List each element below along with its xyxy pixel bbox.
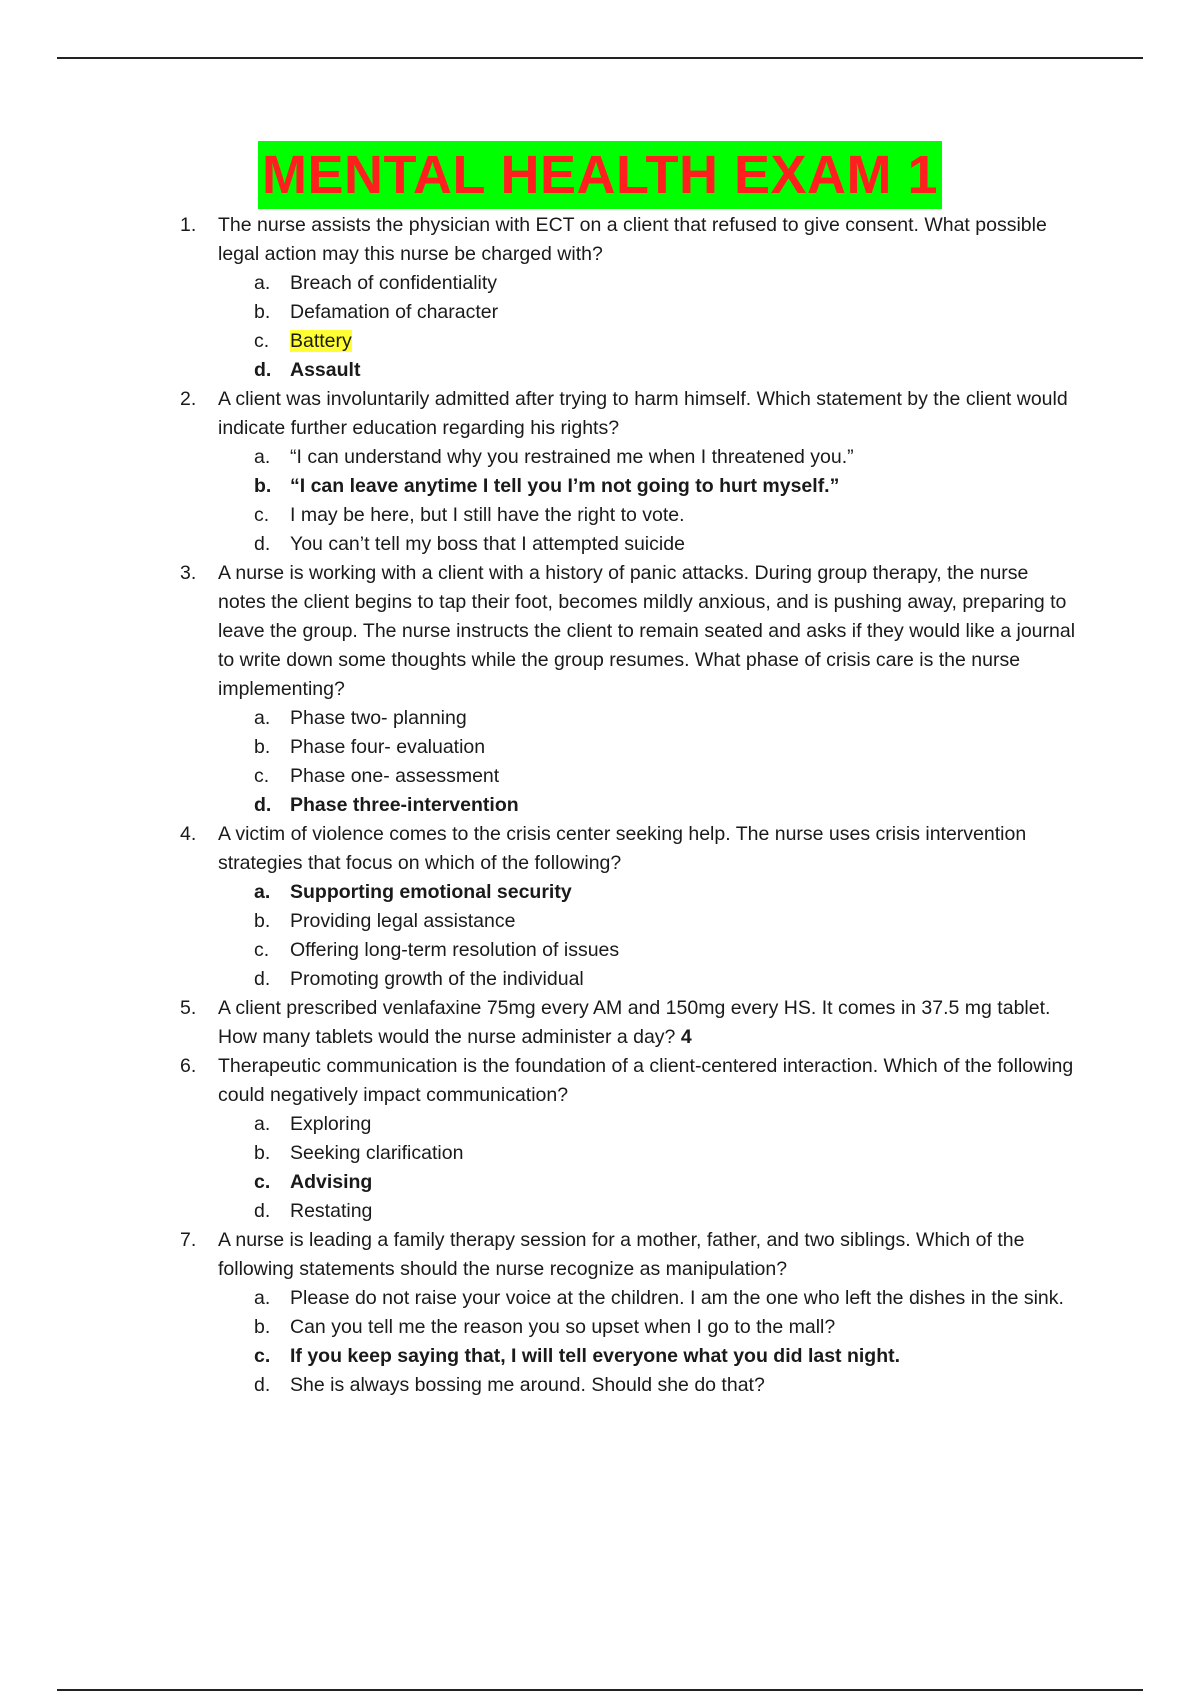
option-text: Phase two- planning	[290, 707, 467, 729]
option-c	[0, 936, 1200, 965]
option-text: You can’t tell my boss that I attempted suicide	[290, 533, 685, 555]
question-2-options	[0, 443, 1200, 559]
option-text: Supporting emotional security	[290, 881, 572, 903]
option-label: d.	[254, 359, 272, 381]
option-d-answer	[0, 356, 1200, 385]
option-label: b.	[254, 1316, 271, 1338]
option-text: Phase four- evaluation	[290, 736, 486, 758]
option-label: b.	[254, 736, 271, 758]
option-label: c.	[254, 939, 270, 961]
question-number: 2.	[180, 388, 197, 410]
bottom-divider	[57, 1689, 1143, 1691]
option-text: “I can understand why you restrained me when I threatened you.”	[290, 446, 854, 468]
question-7	[0, 1226, 1200, 1284]
question-text: Therapeutic communication is the foundation of a client-centered interaction. Which of the following could negatively impact communication?	[218, 1055, 1074, 1106]
exam-content	[0, 211, 1200, 1400]
option-text: Defamation of character	[290, 301, 499, 323]
option-label: c.	[254, 330, 270, 352]
option-a	[0, 269, 1200, 298]
question-1	[0, 211, 1200, 269]
option-text: Restating	[290, 1200, 373, 1222]
option-b	[0, 907, 1200, 936]
question-number: 1.	[180, 214, 197, 236]
option-c	[0, 501, 1200, 530]
option-label: c.	[254, 765, 270, 787]
option-text: If you keep saying that, I will tell everyone what you did last night.	[290, 1345, 901, 1367]
option-label: d.	[254, 533, 271, 555]
option-text: Assault	[290, 359, 361, 381]
option-a	[0, 704, 1200, 733]
option-d	[0, 530, 1200, 559]
question-number: 5.	[180, 997, 197, 1019]
question-7-options	[0, 1284, 1200, 1400]
option-d	[0, 1371, 1200, 1400]
question-6	[0, 1052, 1200, 1110]
option-b	[0, 1313, 1200, 1342]
option-c	[0, 762, 1200, 791]
option-label: c.	[254, 504, 270, 526]
option-label: d.	[254, 794, 272, 816]
option-label: c.	[254, 1171, 271, 1193]
question-4-options	[0, 878, 1200, 994]
question-3-options	[0, 704, 1200, 820]
question-number: 6.	[180, 1055, 197, 1077]
option-label: a.	[254, 881, 271, 903]
option-text: Breach of confidentiality	[290, 272, 498, 294]
option-text: Offering long-term resolution of issues	[290, 939, 620, 961]
title-container	[0, 141, 1200, 209]
option-text: Advising	[290, 1171, 373, 1193]
option-label: a.	[254, 1287, 271, 1309]
option-d	[0, 965, 1200, 994]
option-a	[0, 1110, 1200, 1139]
option-text: Promoting growth of the individual	[290, 968, 584, 990]
option-text: “I can leave anytime I tell you I’m not going to hurt myself.”	[290, 475, 840, 497]
option-c-answer	[0, 1342, 1200, 1371]
option-text: Please do not raise your voice at the children. I am the one who left the dishes in the sink.	[290, 1287, 1064, 1309]
question-text: A victim of violence comes to the crisis center seeking help. The nurse uses crisis intervention strategies that focus on which of the following?	[218, 823, 1027, 874]
option-label: d.	[254, 1200, 271, 1222]
option-label: a.	[254, 272, 271, 294]
option-text: Phase one- assessment	[290, 765, 500, 787]
option-a-answer	[0, 878, 1200, 907]
option-text: Exploring	[290, 1113, 372, 1135]
option-a	[0, 443, 1200, 472]
question-4	[0, 820, 1200, 878]
option-label: b.	[254, 301, 271, 323]
option-b	[0, 1139, 1200, 1168]
option-text: Seeking clarification	[290, 1142, 464, 1164]
option-label: b.	[254, 910, 271, 932]
question-text: The nurse assists the physician with ECT on a client that refused to give consent. What possible legal action may this nurse be charged with?	[218, 214, 1047, 265]
option-b-answer	[0, 472, 1200, 501]
option-c-answer	[0, 1168, 1200, 1197]
option-label: a.	[254, 446, 271, 468]
option-label: a.	[254, 1113, 271, 1135]
option-label: b.	[254, 475, 272, 497]
option-text: Providing legal assistance	[290, 910, 516, 932]
question-3	[0, 559, 1200, 704]
option-d-answer	[0, 791, 1200, 820]
question-text: A client prescribed venlafaxine 75mg every AM and 150mg every HS. It comes in 37.5 mg tablet. How many tablets would the nurse administer a day?	[218, 997, 1051, 1048]
option-a	[0, 1284, 1200, 1313]
question-number: 7.	[180, 1229, 197, 1251]
question-text: A nurse is leading a family therapy session for a mother, father, and two siblings. Which of the following statements should the nurse recognize as manipulation?	[218, 1229, 1025, 1280]
option-label: b.	[254, 1142, 271, 1164]
option-b	[0, 298, 1200, 327]
question-text: A nurse is working with a client with a history of panic attacks. During group therapy, the nurse notes the client begins to tap their foot, becomes mildly anxious, and is pushing away, preparing to leave the group. The nurse instructs the client to remain seated and asks if they would like a journal to write down some thoughts while the group resumes. What phase of crisis care is the nurse implementing?	[218, 562, 1076, 700]
option-c	[0, 327, 1200, 356]
page-title: MENTAL HEALTH EXAM 1	[258, 141, 942, 209]
option-d	[0, 1197, 1200, 1226]
question-5	[0, 994, 1200, 1052]
highlighted-option-text: Battery	[290, 330, 352, 352]
question-6-options	[0, 1110, 1200, 1226]
question-number: 3.	[180, 562, 197, 584]
option-b	[0, 733, 1200, 762]
question-number: 4.	[180, 823, 197, 845]
option-label: d.	[254, 968, 271, 990]
option-label: a.	[254, 707, 271, 729]
option-label: c.	[254, 1345, 271, 1367]
top-divider	[57, 57, 1143, 59]
question-2	[0, 385, 1200, 443]
option-text: I may be here, but I still have the right to vote.	[290, 504, 685, 526]
option-text: She is always bossing me around. Should she do that?	[290, 1374, 765, 1396]
option-text: Phase three-intervention	[290, 794, 519, 816]
question-text: A client was involuntarily admitted after trying to harm himself. Which statement by the client would indicate further education regarding his rights?	[218, 388, 1068, 439]
question-1-options	[0, 269, 1200, 385]
inline-answer: 4	[680, 1026, 692, 1048]
option-label: d.	[254, 1374, 271, 1396]
option-text: Can you tell me the reason you so upset when I go to the mall?	[290, 1316, 836, 1338]
